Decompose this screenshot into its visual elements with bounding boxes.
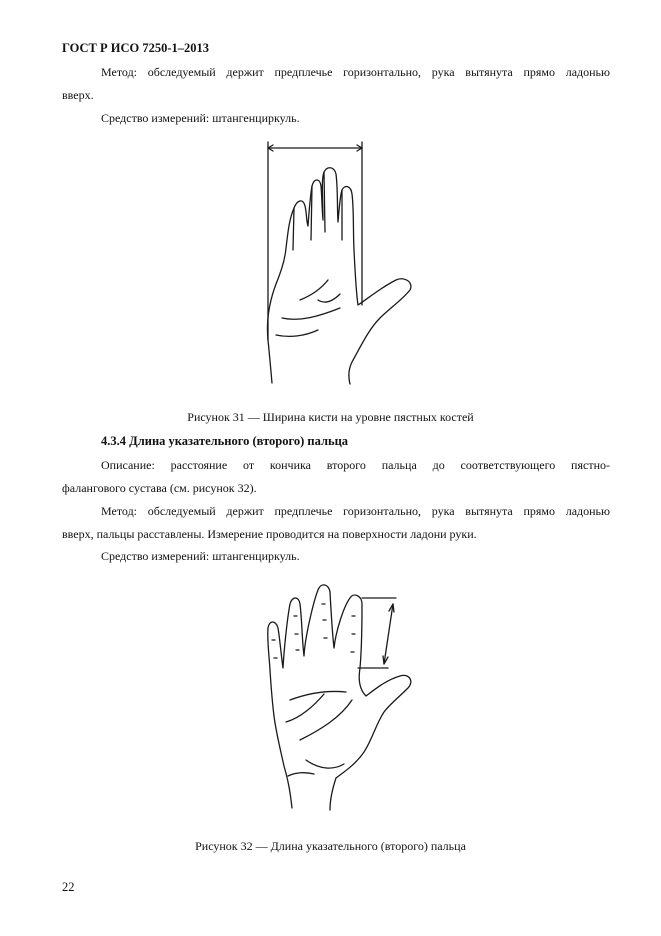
instrument-paragraph2: Средство измерений: штангенциркуль. <box>101 549 300 563</box>
description-paragraph-line2: фалангового сустава (см. рисунок 32). <box>62 481 257 495</box>
instrument-paragraph: Средство измерений: штангенциркуль. <box>101 111 300 125</box>
wrist-line <box>288 773 314 776</box>
palm-lines-fig32 <box>286 691 352 768</box>
method-paragraph-line2: вверх. <box>62 88 94 102</box>
figure32-caption: Рисунок 32 — Длина указательного (второго) пальца <box>195 839 466 853</box>
method-paragraph2-line1: Метод: обследуемый держит предплечье горизонтально, рука вытянута прямо ладонью <box>101 504 610 518</box>
document-header: ГОСТ Р ИСО 7250-1–2013 <box>62 41 210 55</box>
figure31-caption: Рисунок 31 — Ширина кисти на уровне пястных костей <box>187 410 474 424</box>
method-paragraph2-line2: вверх, пальцы расставлены. Измерение проводится на поверхности ладони руки. <box>62 527 477 541</box>
page-number: 22 <box>62 880 75 894</box>
section-heading: 4.3.4 Длина указательного (второго) пальца <box>101 434 349 448</box>
description-paragraph-line1: Описание: расстояние от кончика второго пальца до соответствующего пястно- <box>101 458 610 472</box>
measure-arrow-line <box>384 604 393 664</box>
hand-outline-fig32 <box>268 585 411 810</box>
method-paragraph-line1: Метод: обследуемый держит предплечье горизонтально, рука вытянута прямо ладонью <box>101 65 610 79</box>
